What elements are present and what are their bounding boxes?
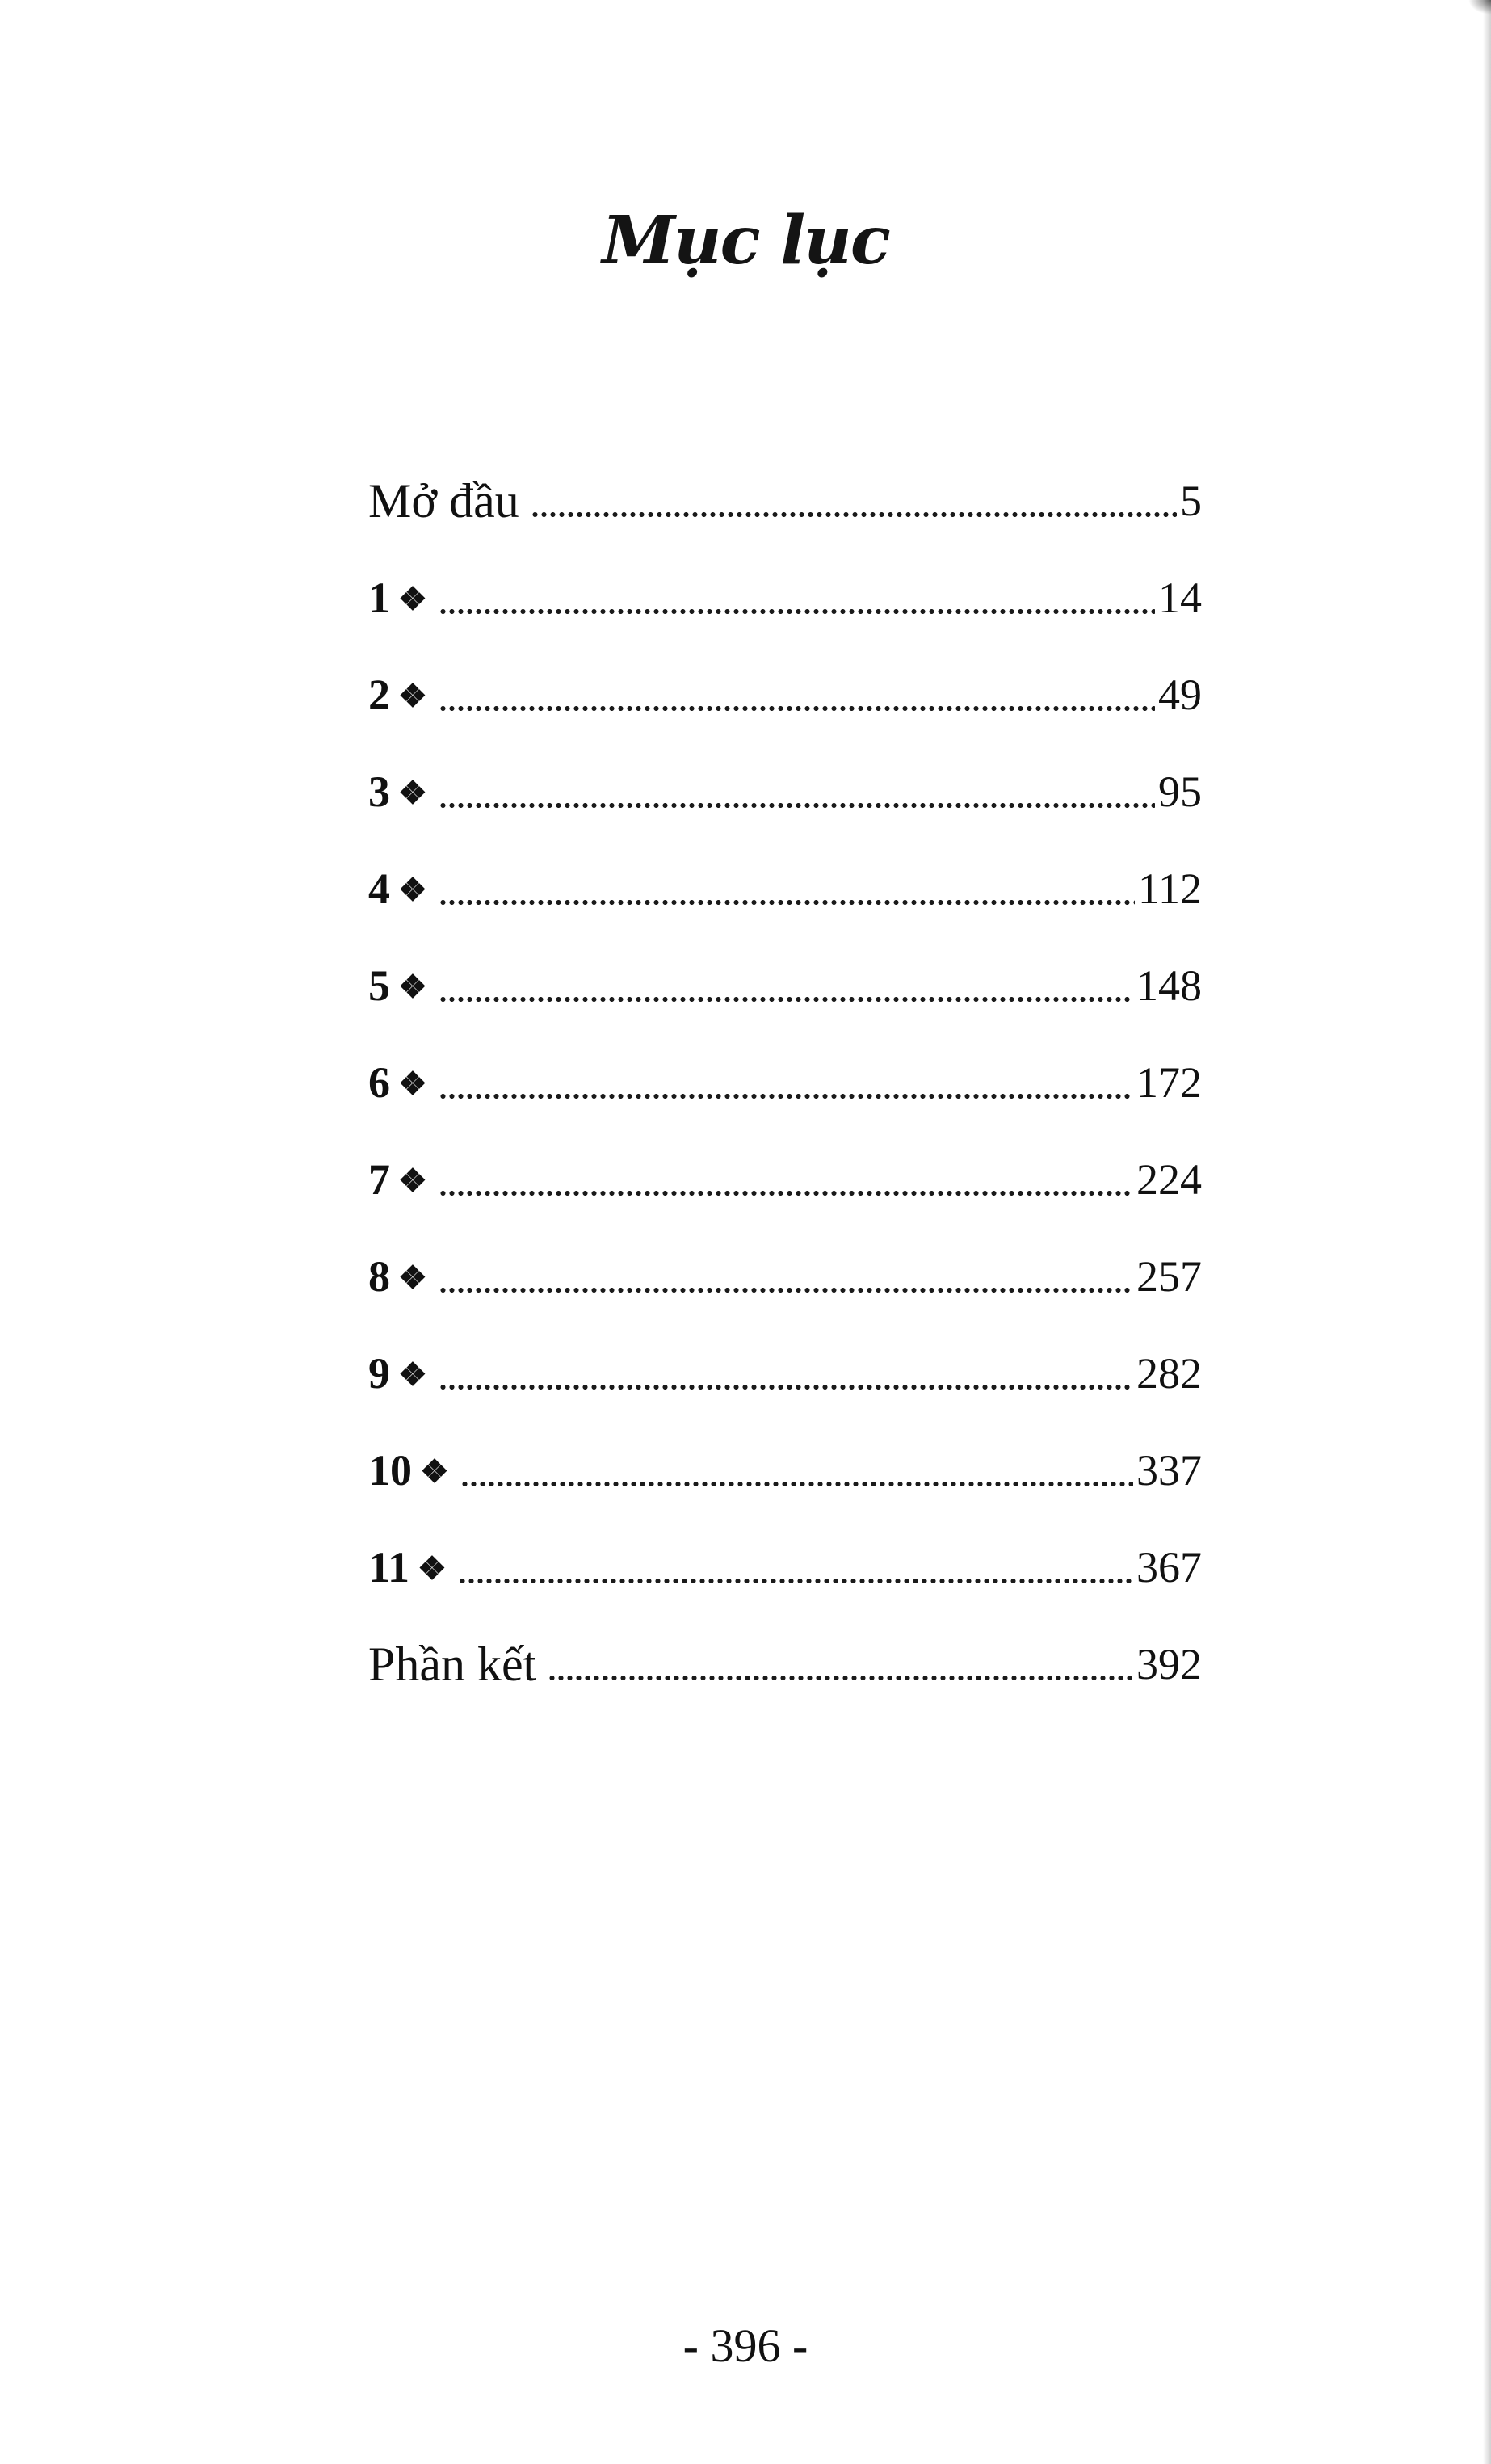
toc-entry-page: 257 (1136, 1252, 1202, 1301)
diamond-bullet-icon: ❖ (398, 1163, 427, 1200)
toc-entry-label: 10 ❖ (368, 1446, 449, 1495)
page-edge-shadow (1483, 0, 1491, 2464)
toc-entry-page: 112 (1138, 864, 1202, 913)
dot-leader (548, 1675, 1133, 1681)
dot-leader (439, 1190, 1133, 1196)
dot-leader (439, 996, 1133, 1003)
dot-leader (439, 1287, 1133, 1293)
page-title: Mục lục (602, 202, 889, 280)
toc-entry-page: 49 (1158, 671, 1202, 719)
toc-entry-label: 2 ❖ (368, 671, 427, 719)
page-number: - 396 - (682, 2319, 808, 2372)
diamond-bullet-icon: ❖ (420, 1453, 449, 1491)
table-of-contents (368, 452, 1202, 1713)
toc-entry-label: 5 ❖ (368, 961, 427, 1010)
toc-entry-label: 3 ❖ (368, 767, 427, 816)
toc-entry (368, 743, 1202, 840)
dot-leader (439, 899, 1135, 906)
toc-entry (368, 1228, 1202, 1325)
toc-entry (368, 1616, 1202, 1713)
dot-leader (439, 705, 1155, 712)
diamond-bullet-icon: ❖ (418, 1550, 447, 1587)
toc-entry-page: 224 (1136, 1155, 1202, 1204)
diamond-bullet-icon: ❖ (398, 1259, 427, 1297)
toc-entry-label: Phần kết (368, 1637, 537, 1691)
toc-entry-label: 8 ❖ (368, 1252, 427, 1301)
toc-entry (368, 1422, 1202, 1519)
toc-entry (368, 452, 1202, 549)
toc-entry (368, 1325, 1202, 1422)
dot-leader (439, 802, 1155, 809)
toc-entry-page: 5 (1180, 477, 1202, 525)
toc-entry-label: 1 ❖ (368, 574, 427, 622)
diamond-bullet-icon: ❖ (398, 1066, 427, 1103)
dot-leader (458, 1578, 1133, 1584)
diamond-bullet-icon: ❖ (398, 969, 427, 1006)
diamond-bullet-icon: ❖ (398, 678, 427, 715)
toc-entry (368, 1519, 1202, 1616)
toc-entry (368, 646, 1202, 743)
corner-mark (1468, 0, 1491, 15)
toc-entry (368, 1131, 1202, 1228)
toc-entry-page: 282 (1136, 1349, 1202, 1398)
toc-entry (368, 1034, 1202, 1131)
toc-entry-page: 337 (1136, 1446, 1202, 1495)
dot-leader (439, 1093, 1133, 1100)
toc-entry-label: 6 ❖ (368, 1058, 427, 1107)
toc-entry (368, 549, 1202, 646)
diamond-bullet-icon: ❖ (398, 775, 427, 812)
toc-entry-label: 11 ❖ (368, 1543, 447, 1592)
dot-leader (439, 608, 1155, 615)
toc-entry-page: 392 (1136, 1640, 1202, 1688)
diamond-bullet-icon: ❖ (398, 872, 427, 909)
toc-entry-page: 367 (1136, 1543, 1202, 1592)
toc-entry-page: 148 (1136, 961, 1202, 1010)
toc-entry-label: 7 ❖ (368, 1155, 427, 1204)
dot-leader (460, 1481, 1133, 1487)
toc-entry-page: 172 (1136, 1058, 1202, 1107)
diamond-bullet-icon: ❖ (398, 1356, 427, 1394)
dot-leader (531, 511, 1177, 518)
toc-entry-page: 14 (1158, 574, 1202, 622)
diamond-bullet-icon: ❖ (398, 581, 427, 618)
dot-leader (439, 1384, 1133, 1390)
toc-entry-label: Mở đầu (368, 473, 519, 528)
toc-entry (368, 937, 1202, 1034)
toc-entry-label: 9 ❖ (368, 1349, 427, 1398)
toc-entry (368, 840, 1202, 937)
toc-entry-page: 95 (1158, 767, 1202, 816)
toc-entry-label: 4 ❖ (368, 864, 427, 913)
